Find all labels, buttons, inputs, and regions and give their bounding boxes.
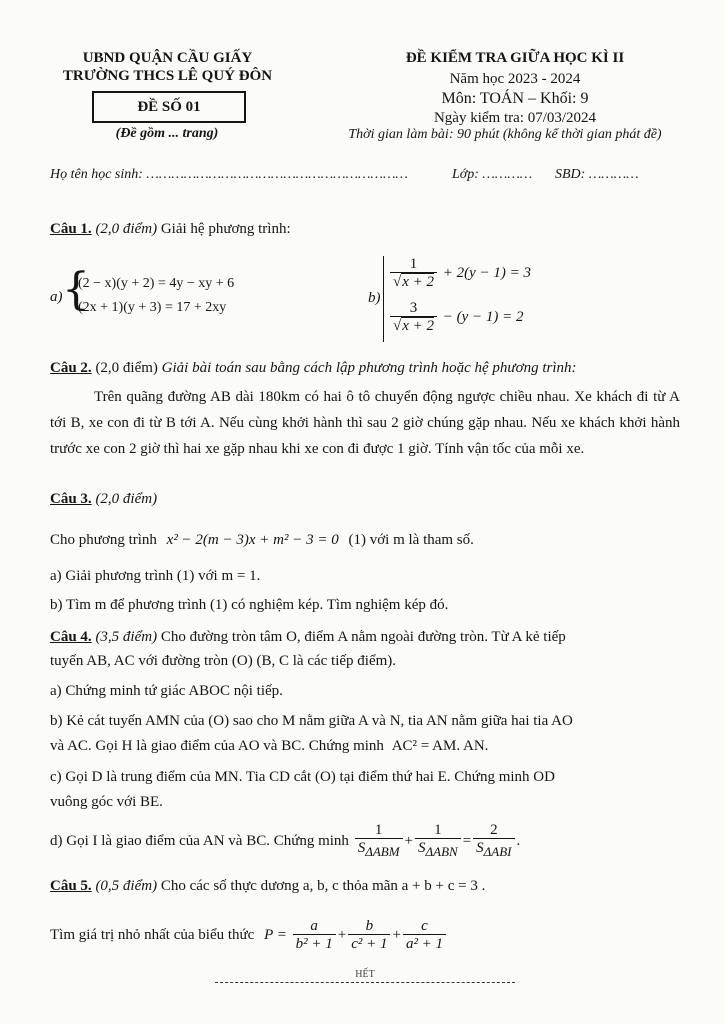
question-2-body-text: Trên quãng đường AB dài 180km có hai ô tô chuyển động ngược chiều nhau. Xe khách đi từ A tới B, xe con đi từ B tới A. Nếu cùng khởi hành thì sau 2 giờ chúng gặp nhau. Nếu xe khách khởi hành trước xe con 2 giờ thì hai xe gặp nhau khi xe con đi được 1 giờ. Tính vận tốc của mỗi xe. [50, 389, 680, 457]
expr-frac-2-num: b [348, 918, 390, 935]
system-b-label: b) [368, 290, 381, 306]
question-3-equation: x² − 2(m − 3)x + m² − 3 = 0 [166, 532, 339, 548]
frac-3-sub: ΔABI [483, 844, 512, 859]
exam-date: Ngày kiểm tra: 07/03/2024 [433, 110, 597, 126]
question-4b-line1: b) Kẻ cát tuyến AMN của (O) sao cho M nằm giữa A và N, tia AN nằm giữa hai tia AO [50, 713, 573, 729]
question-5-head: Câu 5. [50, 878, 92, 894]
system-b-eq1-rest: + 2(y − 1) = 3 [442, 264, 532, 281]
system-a-eq1: (2 − x)(y + 2) = 4y − xy + 6 [78, 276, 235, 291]
frac-2-num: 1 [415, 822, 461, 839]
student-name-field: Họ tên học sinh: ……………………………………………………… [50, 167, 408, 182]
question-2-head: Câu 2. [50, 360, 92, 376]
question-5-expression: Tìm giá trị nhỏ nhất của biểu thức P = $\frac{a}{\text{b² + 1}}$ + $\frac{b}{\text{c² + 1}}$ + $\frac{c}{\text{a² + 1}}$ [50, 918, 448, 953]
question-4d: d) Gọi I là giao điểm của AN và BC. Chứng minh $\frac{1}{S_{\Delta ABM}}$ + $\frac{1}{S_{\Delta ABN}}$ = $\frac{2}{S_{\Delta ABI}}$ . [50, 822, 521, 859]
question-3b: b) Tìm m để phương trình (1) có nghiệm kép. Tìm nghiệm kép đó. [50, 597, 449, 613]
system-b-eq2-den: x + 2 [402, 318, 435, 334]
question-4-text: Cho đường tròn tâm O, điểm A nằm ngoài đường tròn. Từ A kẻ tiếp [160, 629, 566, 645]
expr-p: P = [264, 927, 287, 943]
question-4d-text: d) Gọi I là giao điểm của AN và BC. Chứng minh [50, 833, 349, 849]
question-4c-line1: c) Gọi D là trung điểm của MN. Tia CD cắt (O) tại điểm thứ hai E. Chứng minh OD [50, 769, 555, 785]
system-a-eq2: (2x + 1)(y + 3) = 17 + 2xy [78, 300, 227, 315]
question-4a: a) Chứng minh tứ giác ABOC nội tiếp. [50, 683, 283, 699]
exam-code-box: ĐỀ SỐ 01 [92, 91, 246, 123]
frac-2-sub: ΔABN [425, 844, 458, 859]
question-5-text: Cho các số thực dương a, b, c thỏa mãn a + b + c = 3 . [160, 878, 486, 894]
question-4-head: Câu 4. [50, 629, 92, 645]
question-4-text2: tuyến AB, AC với đường tròn (O) (B, C là các tiếp điểm). [50, 653, 397, 669]
question-2-body [50, 384, 680, 462]
frac-1-sub: ΔABM [365, 844, 400, 859]
class-field: Lớp: ………… [452, 167, 533, 182]
school-year: Năm học 2023 - 2024 [449, 71, 581, 87]
system-a-brace: { [62, 264, 90, 315]
page-count: (Đề gồm ... trang) [115, 126, 219, 141]
question-4-title [50, 629, 566, 646]
system-b-brace [383, 256, 386, 342]
school-name: TRƯỜNG THCS LÊ QUÝ ĐÔN [62, 68, 273, 84]
expr-frac-3-den: a² + 1 [405, 936, 444, 952]
question-4-points: (3,5 điểm) [95, 629, 158, 645]
question-2-points: (2,0 điểm) [95, 360, 158, 376]
exam-title: ĐỀ KIỂM TRA GIỮA HỌC KÌ II [405, 50, 625, 66]
question-5-title [50, 878, 485, 895]
end-marker: HẾT [215, 968, 515, 983]
question-3a: a) Giải phương trình (1) với m = 1. [50, 568, 261, 584]
system-b-eq1-den: x + 2 [402, 274, 435, 290]
question-3-intro: Cho phương trình [50, 532, 157, 548]
question-3-tail: (1) với m là tham số. [348, 532, 474, 548]
system-a [50, 264, 350, 328]
system-b-eq1-num: 1 [390, 256, 437, 273]
system-a-label: a) [50, 289, 63, 305]
question-2-title [50, 360, 577, 377]
district-name: UBND QUẬN CẦU GIẤY [82, 50, 253, 66]
question-4b-line2 [50, 738, 488, 755]
expr-frac-3-num: c [403, 918, 446, 935]
expr-frac-2-den: c² + 1 [351, 936, 388, 952]
question-4c-line2: vuông góc với BE. [50, 794, 163, 810]
system-b-eq2: $\frac{3}{√x + 2}$ − (y − 1) = 2 [388, 300, 524, 335]
question-4b-equation: AC² = AM. AN. [391, 738, 489, 754]
question-1-title [50, 221, 291, 238]
question-1-head: Câu 1. [50, 221, 92, 237]
sbd-field: SBD: ………… [555, 167, 639, 182]
system-b-eq2-num: 3 [390, 300, 437, 317]
question-1-text: Giải hệ phương trình: [160, 221, 291, 237]
system-b [368, 254, 688, 344]
system-b-eq2-rest: − (y − 1) = 2 [442, 308, 524, 325]
expr-frac-1-den: b² + 1 [295, 936, 333, 952]
frac-1-num: 1 [355, 822, 403, 839]
question-4b-text: và AC. Gọi H là giao điểm của AO và BC. Chứng minh [50, 738, 384, 754]
subject-grade: Môn: TOÁN – Khối: 9 [441, 90, 589, 107]
question-2-text: Giải bài toán sau bằng cách lập phương trình hoặc hệ phương trình: [161, 360, 577, 376]
question-3-title [50, 491, 157, 508]
exam-duration: Thời gian làm bài: 90 phút (không kể thời gian phát đề) [348, 127, 662, 142]
question-1-points: (2,0 điểm) [95, 221, 158, 237]
frac-1-den: S [357, 840, 366, 856]
question-5-points: (0,5 điểm) [95, 878, 158, 894]
question-3-points: (2,0 điểm) [95, 491, 158, 507]
question-3-head: Câu 3. [50, 491, 92, 507]
expr-frac-1-num: a [293, 918, 336, 935]
frac-3-num: 2 [473, 822, 514, 839]
system-b-eq1: $\frac{1}{√x + 2}$ + 2(y − 1) = 3 [388, 256, 531, 291]
frac-2-den: S [418, 840, 426, 856]
question-3-statement [50, 532, 474, 549]
question-5-find: Tìm giá trị nhỏ nhất của biểu thức [50, 927, 255, 943]
frac-3-den: S [476, 840, 484, 856]
